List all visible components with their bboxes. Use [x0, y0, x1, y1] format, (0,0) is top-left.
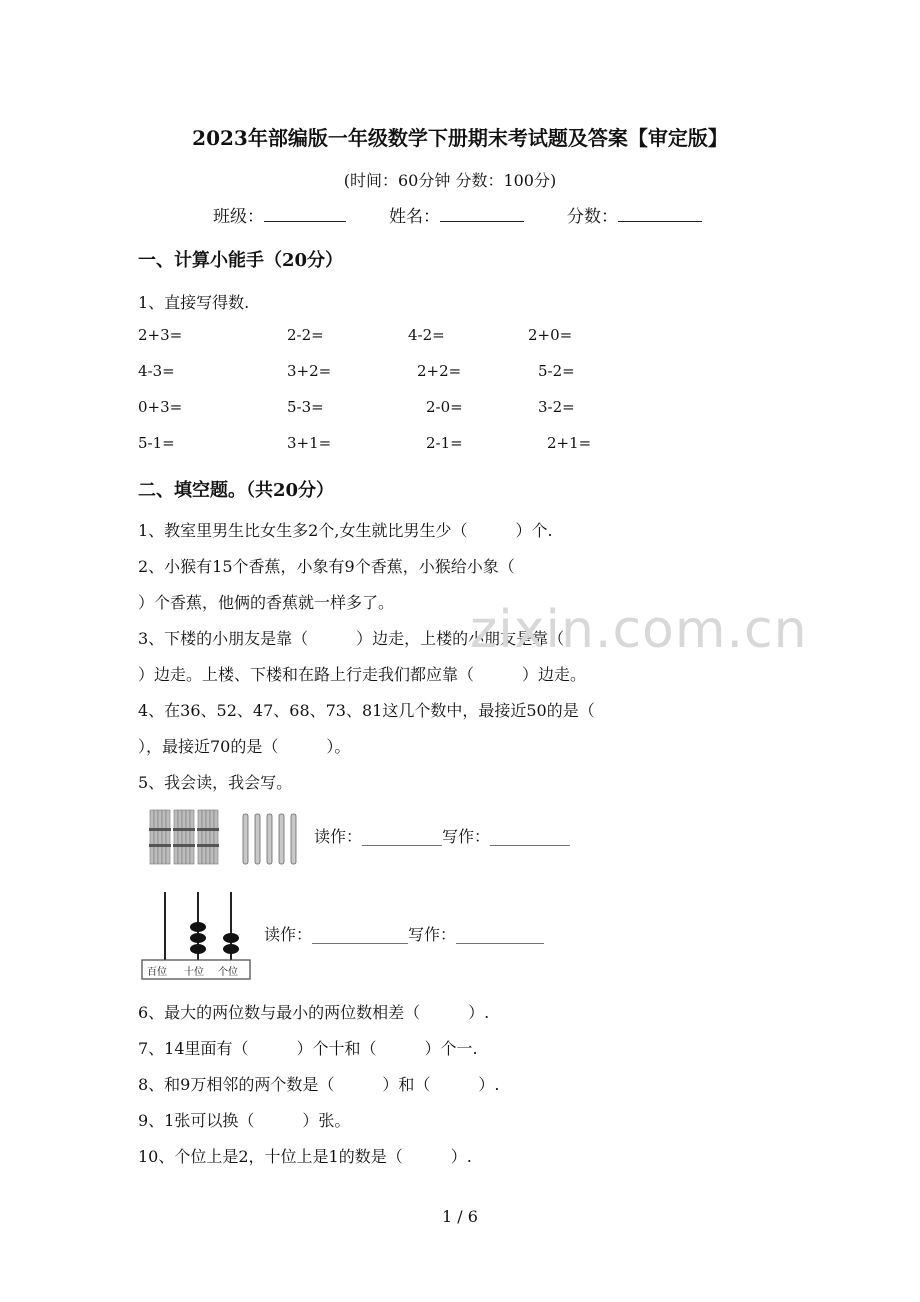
calc-item: 2-2= [287, 326, 324, 344]
calc-item: 4-3= [138, 362, 175, 380]
read-write-line-2: 读作：____________写作：___________ [264, 925, 545, 944]
abacus-label-hundreds: 百位 [147, 967, 167, 978]
bundle-icon [150, 810, 170, 864]
fill-question: 1、教室里男生比女生多2个,女生就比男生少（ ）个. [138, 521, 553, 540]
abacus-label-tens: 十位 [184, 967, 204, 978]
bundle-icon [198, 810, 218, 864]
fill-question: 10、个位上是2，十位上是1的数是（ ）. [138, 1147, 472, 1166]
calc-item: 2+2= [417, 362, 462, 380]
exam-subtitle: (时间：60分钟 分数：100分) [343, 171, 557, 190]
abacus-label-ones: 个位 [218, 967, 238, 978]
name-label: 姓名： [389, 207, 440, 227]
class-label: 班级： [213, 207, 264, 227]
calc-item: 3+2= [287, 362, 332, 380]
fill-question: 7、14里面有（ ）个十和（ ）个一. [138, 1039, 478, 1058]
fill-question: 4、在36、52、47、68、73、81这几个数中，最接近50的是（ [138, 701, 595, 720]
calc-item: 2+0= [528, 326, 573, 344]
page-number: 1 / 6 [442, 1207, 478, 1226]
calc-item: 0+3= [138, 398, 183, 416]
calc-item: 5-3= [287, 398, 324, 416]
calc-item: 2-1= [426, 434, 463, 452]
calc-item: 2+1= [547, 434, 592, 452]
fill-question: 3、下楼的小朋友是靠（ ）边走，上楼的小朋友是靠（ [138, 629, 565, 648]
fill-question: 2、小猴有15个香蕉，小象有9个香蕉，小猴给小象（ [138, 557, 515, 576]
fill-question: 5、我会读，我会写。 [138, 773, 293, 792]
calc-item: 2+3= [138, 326, 183, 344]
calc-item: 2-0= [426, 398, 463, 416]
stick-bundles-image [148, 808, 303, 866]
calc-item: 3-2= [538, 398, 575, 416]
question-1-1: 1、直接写得数. [138, 293, 250, 312]
exam-title: 2023年部编版一年级数学下册期末考试题及答案【审定版】 [192, 126, 728, 150]
fill-question: 6、最大的两位数与最小的两位数相差（ ）. [138, 1003, 490, 1022]
class-field [213, 202, 346, 227]
section1-heading: 一、计算小能手（20分） [138, 250, 344, 271]
calc-item: 3+1= [287, 434, 332, 452]
score-blank [618, 205, 702, 222]
name-blank [440, 205, 524, 222]
class-blank [264, 205, 346, 222]
name-field [389, 202, 524, 227]
fill-question: 9、1张可以换（ ）张。 [138, 1111, 351, 1130]
fill-question-continued: ），最接近70的是（ ）。 [138, 737, 351, 756]
fill-question: 8、和9万相邻的两个数是（ ）和（ ）. [138, 1075, 500, 1094]
score-label: 分数： [567, 207, 618, 227]
calc-item: 5-2= [538, 362, 575, 380]
fill-question-continued: ）边走。上楼、下楼和在路上行走我们都应靠（ ）边走。 [138, 665, 587, 684]
section2-heading: 二、填空题。（共20分） [138, 480, 335, 501]
bundle-icon [174, 810, 194, 864]
score-field [567, 202, 702, 227]
fill-question-continued: ）个香蕉，他俩的香蕉就一样多了。 [138, 593, 395, 612]
watermark: zixin.com.cn [470, 600, 808, 660]
calc-item: 4-2= [408, 326, 445, 344]
calc-item: 5-1= [138, 434, 175, 452]
read-write-line-1: 读作：__________写作：__________ [314, 827, 571, 846]
